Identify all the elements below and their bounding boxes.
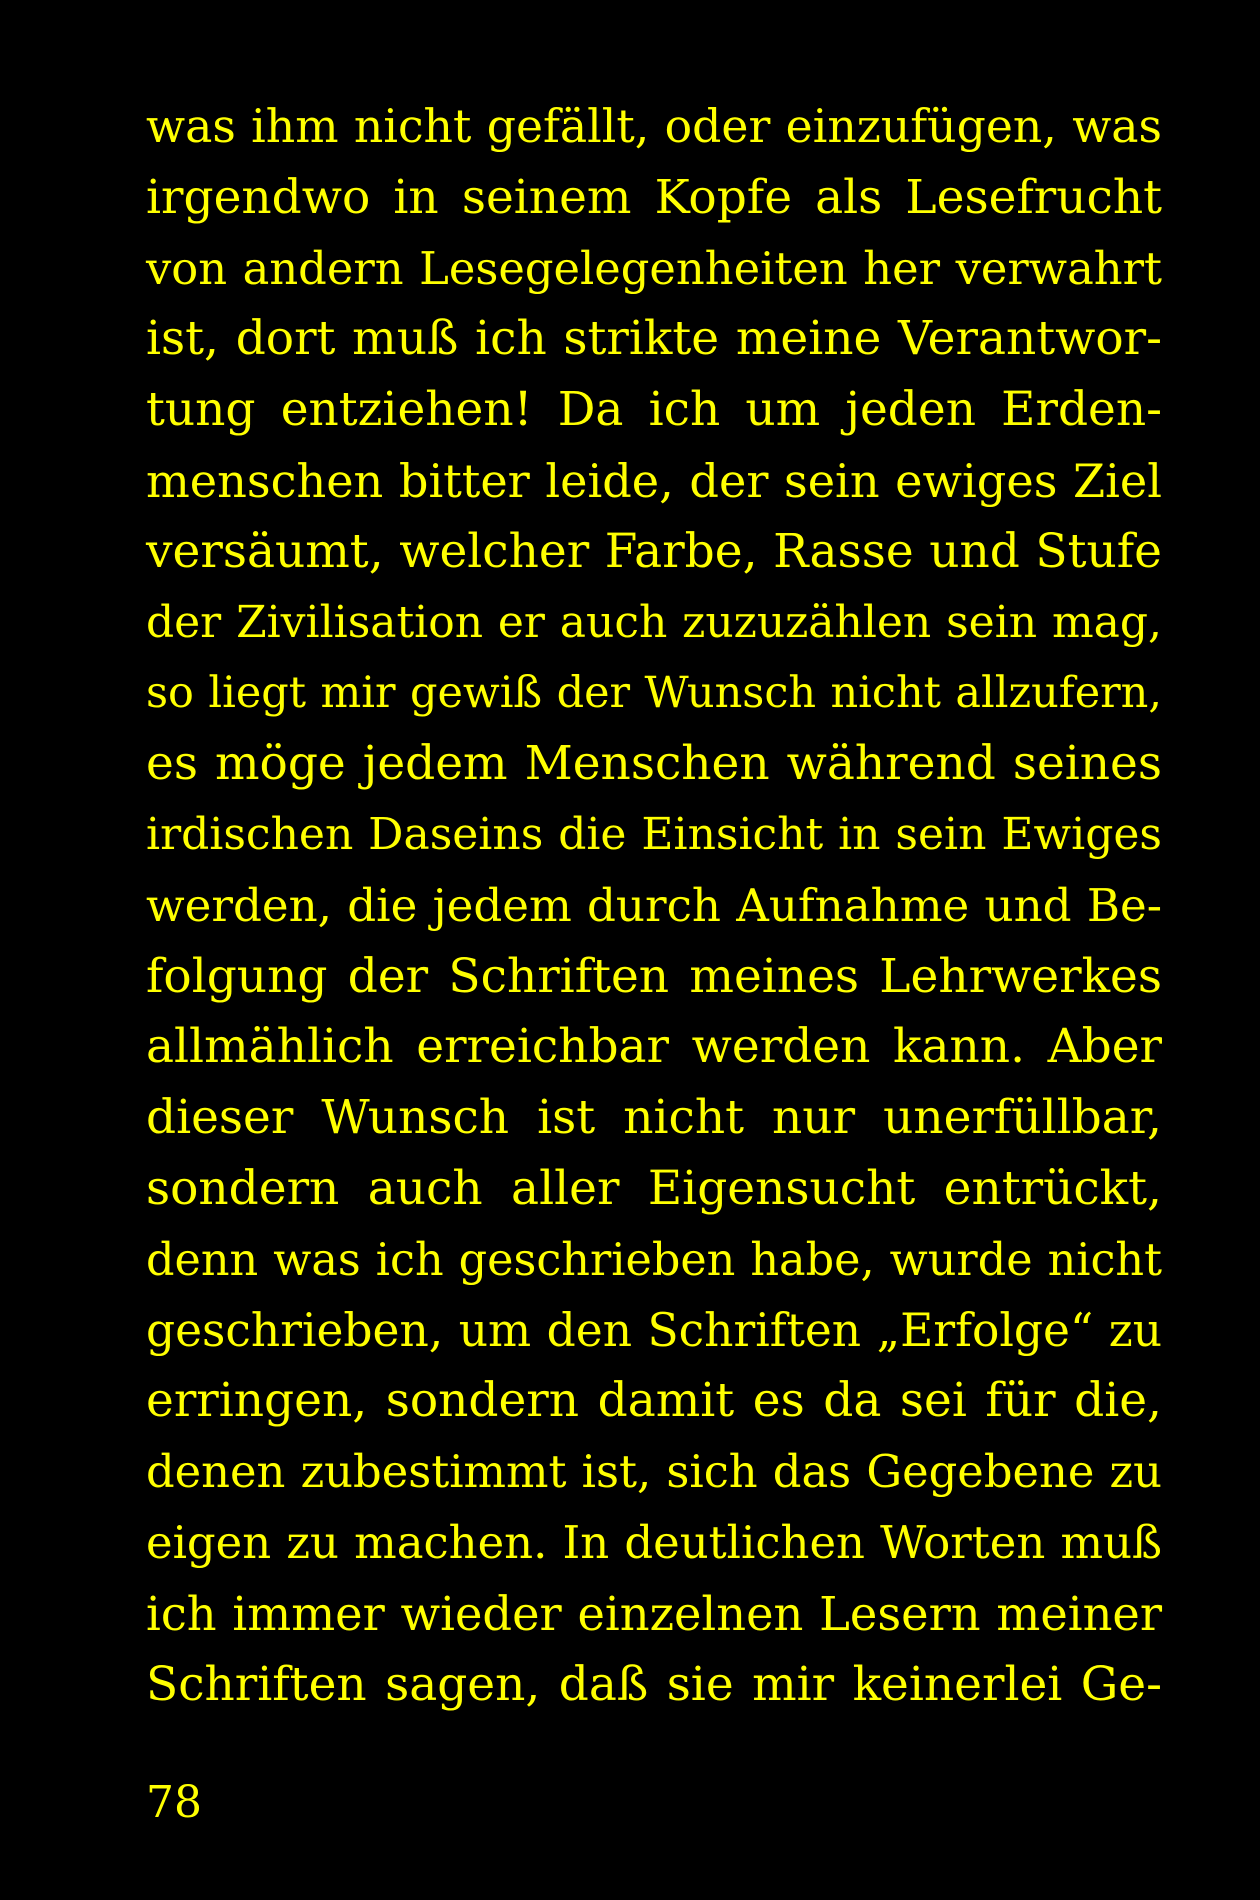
text-line: der Zivilisation er auch zuzuzählen sein mag, xyxy=(146,596,1162,648)
text-line: dieser Wunsch ist nicht nur unerfüllbar, xyxy=(146,1090,1162,1146)
text-line: werden, die jedem durch Aufnahme und Be- xyxy=(146,878,1162,932)
text-line: erringen, sondern damit es da sei für die, xyxy=(146,1373,1162,1429)
text-line: so liegt mir gewiß der Wunsch nicht allzufern, xyxy=(146,668,1162,719)
text-line: denen zubestimmt ist, sich das Gegebene zu xyxy=(146,1445,1162,1499)
text-line: folgung der Schriften meines Lehrwerkes xyxy=(146,948,1162,1004)
text-line: ich immer wieder einzelnen Lesern meiner xyxy=(146,1586,1162,1641)
text-line: eigen zu machen. In deutlichen Worten muß xyxy=(146,1515,1162,1569)
text-line: Schriften sagen, daß sie mir keinerlei Ge- xyxy=(146,1656,1162,1712)
text-line: von andern Lesegelegenheiten her verwahrt xyxy=(146,241,1162,295)
text-line: es möge jedem Menschen während seines xyxy=(146,736,1162,792)
text-line: was ihm nicht gefällt, oder einzufügen, was xyxy=(146,100,1162,153)
text-line: tung entziehen! Da ich um jeden Erden- xyxy=(146,382,1162,438)
text-line: menschen bitter leide, der sein ewiges Ziel xyxy=(146,453,1162,508)
text-line: versäumt, welcher Farbe, Rasse und Stufe xyxy=(146,523,1162,579)
text-line: geschrieben, um den Schriften „Erfolge“ zu xyxy=(146,1303,1162,1357)
text-line: irdischen Daseins die Einsicht in sein Ewiges xyxy=(146,808,1162,860)
text-line: ist, dort muß ich strikte meine Verantwor- xyxy=(146,311,1162,367)
text-line: irgendwo in seinem Kopfe als Lesefrucht xyxy=(146,169,1162,225)
body-text xyxy=(146,92,1162,1720)
page-number: 78 xyxy=(146,1777,202,1828)
text-line: sondern auch aller Eigensucht entrückt, xyxy=(146,1160,1162,1216)
text-line: allmählich erreichbar werden kann. Aber xyxy=(146,1019,1162,1075)
text-line: denn was ich geschrieben habe, wurde nicht xyxy=(146,1233,1162,1286)
